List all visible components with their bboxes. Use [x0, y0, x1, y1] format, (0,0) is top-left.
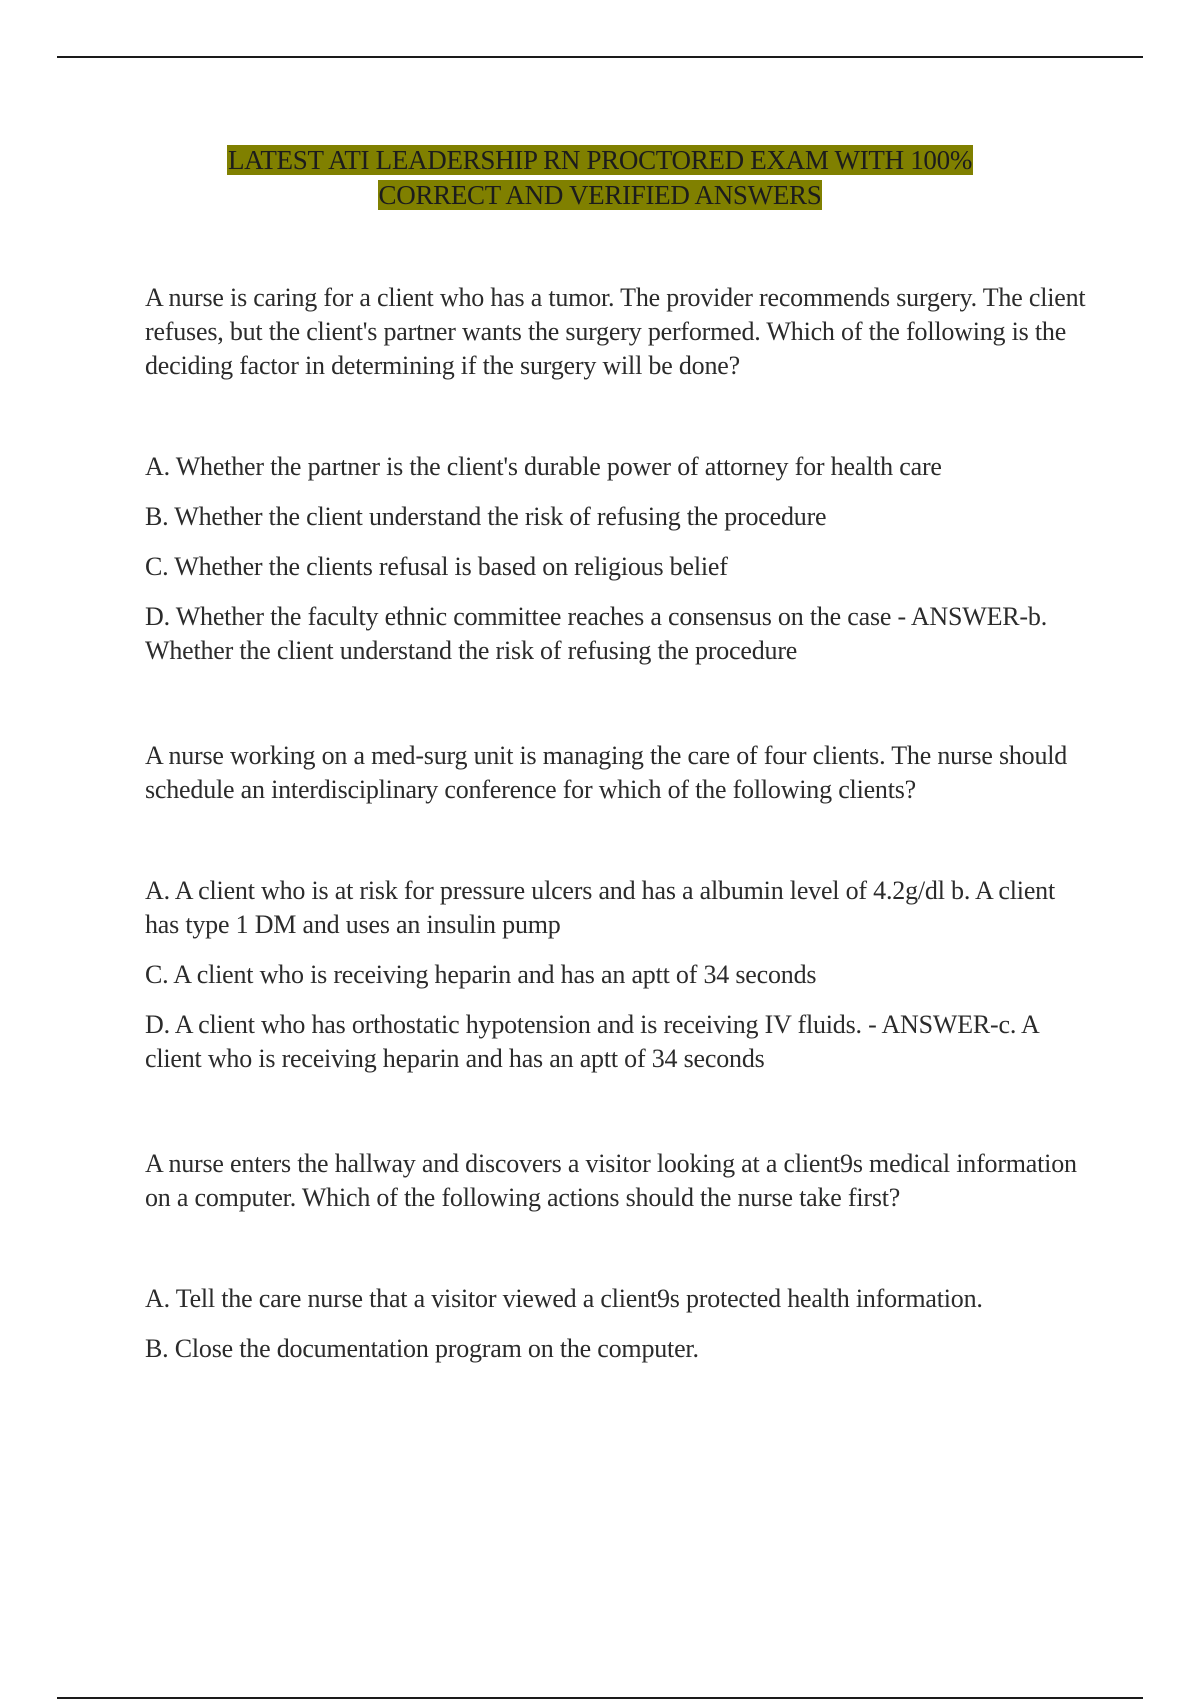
document-title: [0, 143, 1200, 213]
answer-option: A. Whether the partner is the client's durable power of attorney for health care: [145, 452, 942, 481]
answer-option: D. A client who has orthostatic hypotension and is receiving IV fluids. - ANSWER-c. A client who is receiving heparin and has an aptt of 34 seconds: [145, 1010, 1039, 1073]
title-line-2: CORRECT AND VERIFIED ANSWERS: [378, 180, 822, 210]
bottom-rule: [57, 1697, 1143, 1699]
question-stem: A nurse enters the hallway and discovers a visitor looking at a client9s medical information on a computer. Which of the following actions should the nurse take first?: [145, 1149, 1077, 1212]
document-body: [145, 281, 1090, 1382]
answer-option: B. Close the documentation program on the computer.: [145, 1334, 699, 1363]
answer-option: C. Whether the clients refusal is based on religious belief: [145, 552, 728, 581]
question-stem: A nurse working on a med-surg unit is managing the care of four clients. The nurse should schedule an interdisciplinary conference for which of the following clients?: [145, 741, 1068, 804]
answer-option: D. Whether the faculty ethnic committee reaches a consensus on the case - ANSWER-b. Whether the client understand the risk of refusing the procedure: [145, 602, 1047, 665]
question-block-2: [145, 739, 1090, 1076]
question-stem: A nurse is caring for a client who has a tumor. The provider recommends surgery. The client refuses, but the client's partner wants the surgery performed. Which of the following is the deciding factor in determining if the surgery will be done?: [145, 283, 1086, 380]
question-block-1: [145, 281, 1090, 668]
answer-option: A. Tell the care nurse that a visitor viewed a client9s protected health information.: [145, 1284, 983, 1313]
title-line-1: LATEST ATI LEADERSHIP RN PROCTORED EXAM WITH 100%: [227, 145, 973, 175]
answer-option: B. Whether the client understand the risk of refusing the procedure: [145, 502, 827, 531]
question-block-3: [145, 1147, 1090, 1366]
answer-option: A. A client who is at risk for pressure ulcers and has a albumin level of 4.2g/dl b. A client has type 1 DM and uses an insulin pump: [145, 876, 1055, 939]
answer-option: C. A client who is receiving heparin and has an aptt of 34 seconds: [145, 960, 817, 989]
top-rule: [57, 56, 1143, 58]
